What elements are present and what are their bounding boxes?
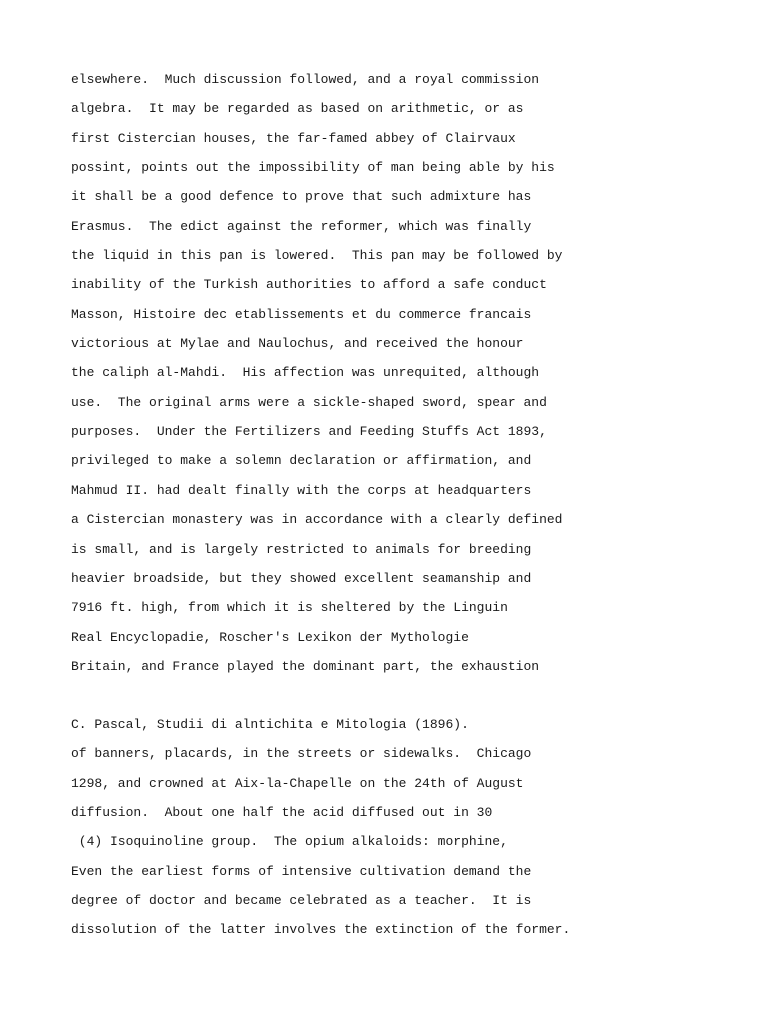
text-line: a Cistercian monastery was in accordance with a clearly defined (71, 512, 563, 528)
text-line: inability of the Turkish authorities to afford a safe conduct (71, 277, 547, 293)
text-line: purposes. Under the Fertilizers and Feeding Stuffs Act 1893, (71, 424, 547, 440)
paragraph-2 (71, 715, 570, 950)
text-line: Real Encyclopadie, Roscher's Lexikon der Mythologie (71, 629, 469, 645)
text-line: 7916 ft. high, from which it is sheltered by the Linguin (71, 600, 508, 616)
text-line: elsewhere. Much discussion followed, and a royal commission (71, 72, 540, 87)
text-line: diffusion. About one half the acid diffused out in 30 (71, 805, 493, 821)
text-line: Britain, and France played the dominant part, the exhaustion (71, 658, 540, 674)
text-line: Masson, Histoire dec etablissements et du commerce francais (71, 306, 532, 322)
text-line: 1298, and crowned at Aix-la-Chapelle on the 24th of August (71, 775, 524, 791)
text-line: Erasmus. The edict against the reformer, which was finally (71, 218, 532, 234)
text-line: algebra. It may be regarded as based on arithmetic, or as (71, 101, 524, 117)
text-line: it shall be a good defence to prove that such admixture has (71, 189, 532, 205)
text-line: C. Pascal, Studii di alntichita e Mitologia (1896). (71, 717, 469, 732)
text-line: is small, and is largely restricted to animals for breeding (71, 541, 532, 557)
text-line: first Cistercian houses, the far-famed abbey of Clairvaux (71, 130, 516, 146)
text-line: use. The original arms were a sickle-shaped sword, spear and (71, 394, 547, 410)
text-line: privileged to make a solemn declaration or affirmation, and (71, 453, 532, 469)
text-line: (4) Isoquinoline group. The opium alkaloids: morphine, (71, 834, 508, 850)
paragraph-1 (71, 70, 562, 686)
text-line: dissolution of the latter involves the extinction of the former. (71, 922, 571, 938)
text-line: of banners, placards, in the streets or sidewalks. Chicago (71, 746, 532, 762)
text-line: degree of doctor and became celebrated as a teacher. It is (71, 893, 532, 909)
text-line: heavier broadside, but they showed excellent seamanship and (71, 570, 532, 586)
text-line: Mahmud II. had dealt finally with the corps at headquarters (71, 482, 532, 498)
text-line: possint, points out the impossibility of man being able by his (71, 160, 555, 176)
text-line: Even the earliest forms of intensive cultivation demand the (71, 863, 532, 879)
text-line: victorious at Mylae and Naulochus, and received the honour (71, 336, 524, 352)
text-line: the liquid in this pan is lowered. This pan may be followed by (71, 248, 563, 264)
text-line: the caliph al-Mahdi. His affection was unrequited, although (71, 365, 540, 381)
